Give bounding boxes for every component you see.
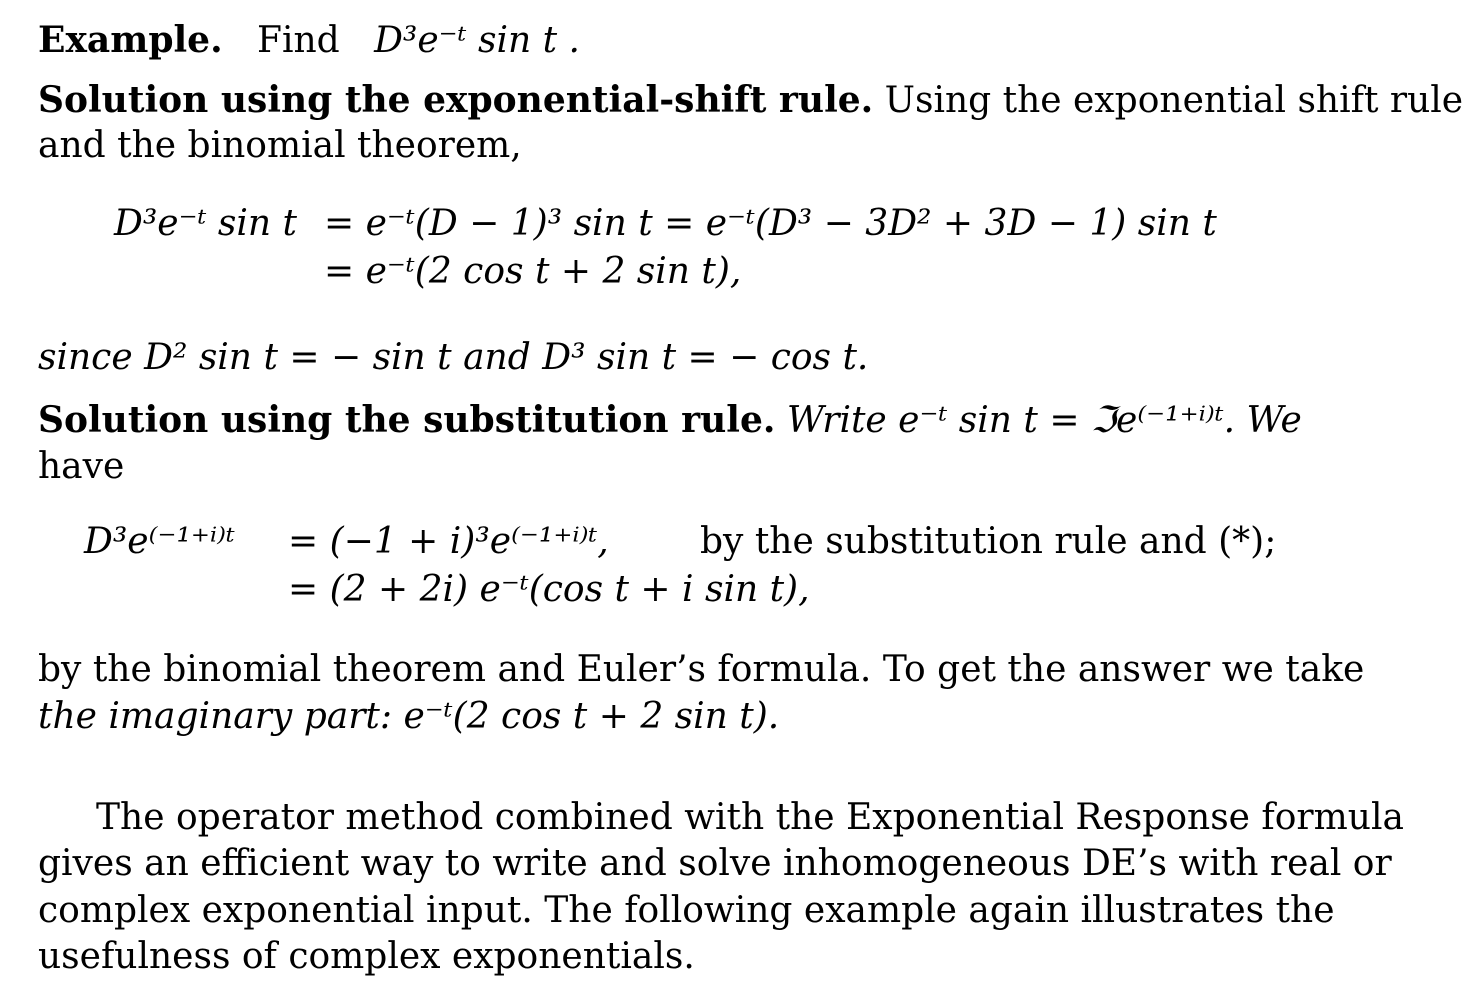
equation1-row-1: = e⁻ᵗ(D − 1)³ sin t = e⁻ᵗ(D³ − 3D² + 3D − 1) sin t [324,203,1217,244]
paragraph-line-2 [38,843,1392,884]
substitution-line-1 [38,399,1302,441]
equation2-lhs: D³e⁽⁻¹⁺ⁱ⁾ᵗ [84,521,235,562]
shift-rule-line-1 [38,79,1463,121]
substitution-paragraph-line [38,399,1302,441]
paragraph-line-3 [38,890,1335,931]
paragraph-line-1-text: The operator method combined with the Exponential Response formula [96,797,1404,838]
conclusion-line-1-text: by the binomial theorem and Euler’s formula. To get the answer we take [38,649,1365,690]
since-line: since D² sin t = − sin t and D³ sin t = − cos t. [38,337,869,378]
shift-rule-line-2: and the binomial theorem, [38,125,522,166]
example-label: Example. [38,19,223,61]
document-page [38,0,1463,1001]
substitution-line-2: have [38,446,125,487]
example-expression: D³e⁻ᵗ sin t . [374,20,580,61]
example-statement [38,19,580,61]
equation2-row-1-comment: by the substitution rule and (*); [700,521,1277,562]
equation1-lhs: D³e⁻ᵗ sin t [114,203,298,244]
shift-rule-paragraph-line [38,79,1463,121]
paragraph-line-1 [38,797,1404,838]
equation2-row-2: = (2 + 2i) e⁻ᵗ(cos t + i sin t), [288,569,810,610]
conclusion-line-1 [38,649,1365,690]
example-text: Find [256,20,340,61]
equation2-row-1: = (−1 + i)³e⁽⁻¹⁺ⁱ⁾ᵗ, [288,521,609,562]
paragraph-line-3-text: complex exponential input. The following example again illustrates the [38,890,1335,931]
substitution-text: Write e⁻ᵗ sin t = ℑe⁽⁻¹⁺ⁱ⁾ᵗ. We [786,400,1302,441]
substitution-heading: Solution using the substitution rule. [38,399,776,441]
conclusion-line-2: the imaginary part: e⁻ᵗ(2 cos t + 2 sin t). [38,696,780,737]
shift-rule-heading: Solution using the exponential-shift rule. [38,79,874,121]
paragraph-line-2-text: gives an efficient way to write and solve inhomogeneous DE’s with real or [38,843,1392,884]
equation1-row-2: = e⁻ᵗ(2 cos t + 2 sin t), [324,251,742,292]
shift-rule-text: Using the exponential shift rule [884,80,1463,121]
paragraph-line-4: usefulness of complex exponentials. [38,936,695,977]
